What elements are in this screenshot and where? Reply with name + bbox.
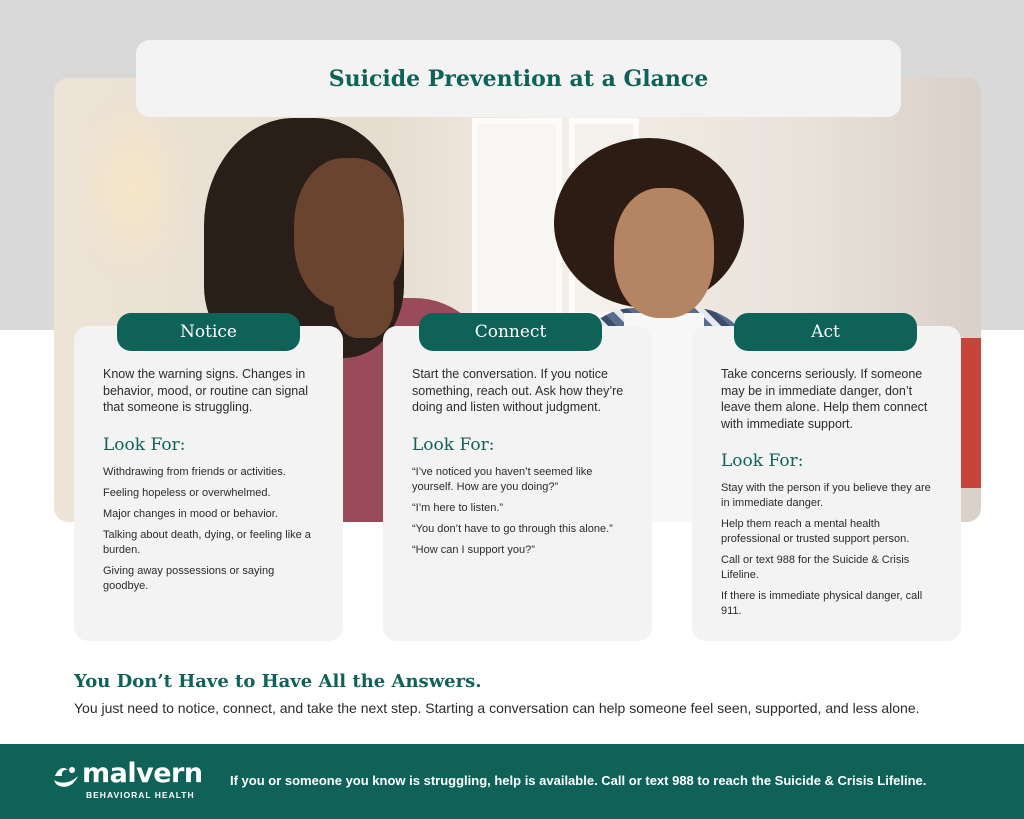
list-item: “I’ve noticed you haven’t seemed like yourself. How are you doing?” bbox=[412, 465, 593, 493]
card-connect bbox=[383, 326, 652, 641]
look-for-list bbox=[721, 481, 933, 619]
list-item: Withdrawing from friends or activities. bbox=[103, 465, 286, 478]
look-for-list bbox=[103, 465, 315, 594]
list-item: “I’m here to listen.” bbox=[412, 501, 504, 514]
list-item: Call or text 988 for the Suicide & Crisis Lifeline. bbox=[721, 554, 910, 581]
list-item: “How can I support you?” bbox=[412, 543, 535, 556]
wave-icon bbox=[52, 762, 82, 792]
footer-banner bbox=[0, 744, 1024, 819]
list-item: Talking about death, dying, or feeling like a burden. bbox=[103, 528, 311, 556]
photo-window bbox=[472, 118, 562, 318]
logo-subtitle: BEHAVIORAL HEALTH bbox=[86, 790, 195, 800]
photo-teen-face bbox=[614, 188, 714, 318]
card-intro: Take concerns seriously. If someone may be in immediate danger, don’t leave them alone. Help them connect with immediate support. bbox=[721, 367, 928, 431]
card-label-connect: Connect bbox=[419, 313, 602, 351]
photo-lamp-glow bbox=[74, 88, 194, 288]
footer-cta: If you or someone you know is struggling, help is available. Call or text 988 to reach the Suicide & Crisis Lifeline. bbox=[230, 773, 927, 788]
answers-section bbox=[74, 671, 974, 716]
answers-body: You just need to notice, connect, and take the next step. Starting a conversation can help someone feel seen, supported, and less alone. bbox=[74, 700, 920, 716]
page-title: Suicide Prevention at a Glance bbox=[328, 65, 709, 92]
malvern-logo[interactable] bbox=[52, 760, 202, 804]
look-for-list bbox=[412, 465, 624, 558]
title-box bbox=[136, 40, 901, 117]
look-for-heading: Look For: bbox=[412, 434, 495, 455]
list-item: Help them reach a mental health professional or trusted support person. bbox=[721, 518, 910, 545]
card-label-act: Act bbox=[734, 313, 917, 351]
card-notice bbox=[74, 326, 343, 641]
look-for-heading: Look For: bbox=[721, 451, 804, 471]
logo-name: malvern bbox=[82, 758, 203, 789]
list-item: If there is immediate physical danger, call 911. bbox=[721, 590, 923, 617]
card-label-notice: Notice bbox=[117, 313, 300, 351]
look-for-heading: Look For: bbox=[103, 434, 186, 455]
photo-woman-hand bbox=[334, 258, 394, 338]
card-intro: Know the warning signs. Changes in behavior, mood, or routine can signal that someone is struggling. bbox=[103, 367, 308, 414]
card-act bbox=[692, 326, 961, 641]
card-intro: Start the conversation. If you notice something, reach out. Ask how they’re doing and listen without judgment. bbox=[412, 367, 624, 414]
list-item: “You don’t have to go through this alone.” bbox=[412, 522, 613, 535]
list-item: Feeling hopeless or overwhelmed. bbox=[103, 486, 271, 499]
answers-heading: You Don’t Have to Have All the Answers. bbox=[74, 671, 482, 692]
list-item: Major changes in mood or behavior. bbox=[103, 507, 278, 520]
list-item: Stay with the person if you believe they are in immediate danger. bbox=[721, 482, 931, 509]
list-item: Giving away possessions or saying goodbye. bbox=[103, 564, 275, 592]
